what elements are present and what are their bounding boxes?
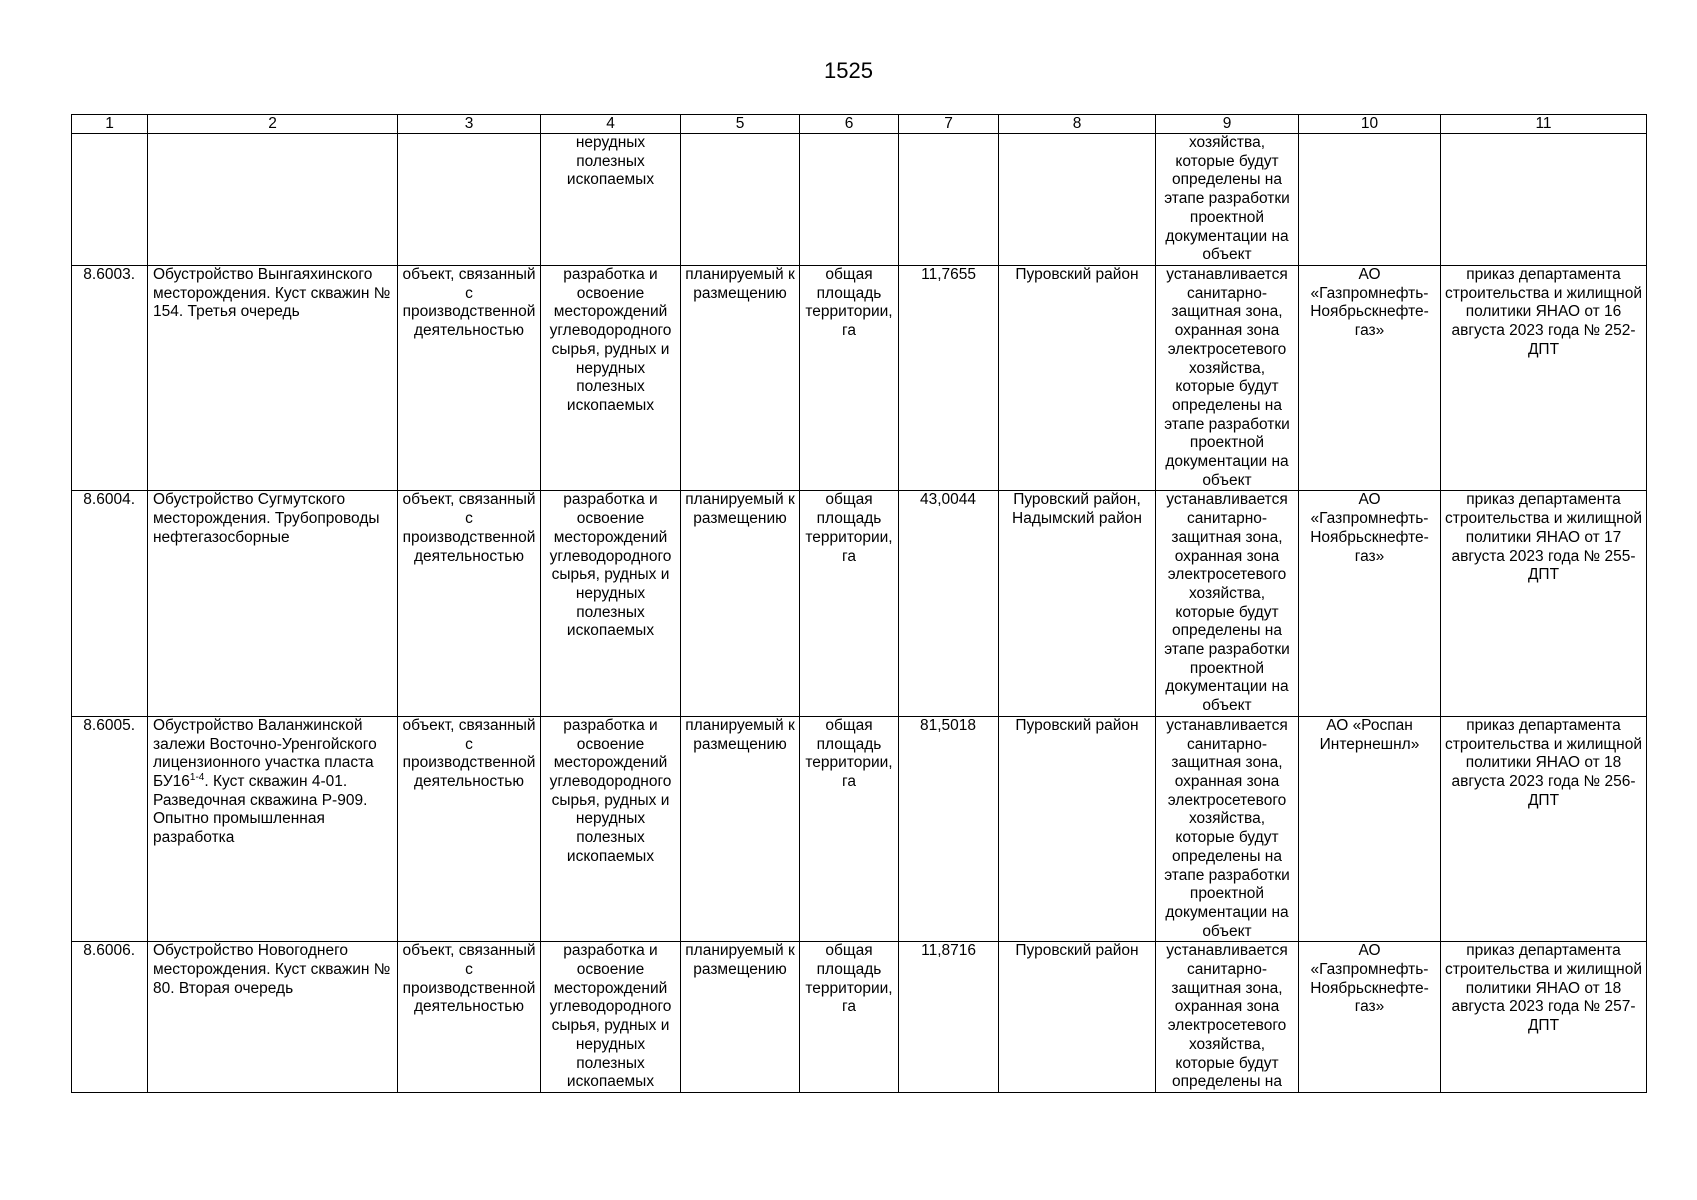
object-type: объект, связанный с производственной деятельностью bbox=[398, 491, 541, 716]
purpose-cell: разработка и освоение месторождений углеводородного сырья, рудных и нерудных полезных ископаемых bbox=[541, 266, 681, 491]
organization-cell: АО «Газпромнефть-Ноябрьскнефте-газ» bbox=[1299, 266, 1441, 491]
column-header: 9 bbox=[1156, 115, 1299, 134]
zones-cell: устанавливается санитарно-защитная зона, охранная зона электросетевого хозяйства, которые будут определены на этапе разработки проектной документации на объект bbox=[1156, 491, 1299, 716]
document-cell: приказ департамента строительства и жилищной политики ЯНАО от 18 августа 2023 года № 257-ДПТ bbox=[1441, 942, 1647, 1093]
location-cell: Пуровский район bbox=[999, 266, 1156, 491]
column-header: 11 bbox=[1441, 115, 1647, 134]
location-cell: Пуровский район, Надымский район bbox=[999, 491, 1156, 716]
empty-cell bbox=[398, 134, 541, 266]
column-header: 5 bbox=[681, 115, 800, 134]
object-type: объект, связанный с производственной деятельностью bbox=[398, 266, 541, 491]
object-type: объект, связанный с производственной деятельностью bbox=[398, 716, 541, 941]
object-name: Обустройство Новогоднего месторождения. Куст скважин № 80. Вторая очередь bbox=[148, 942, 398, 1093]
value-cell: 11,8716 bbox=[899, 942, 999, 1093]
table-row bbox=[72, 491, 1647, 716]
column-header: 7 bbox=[899, 115, 999, 134]
value-cell: 81,5018 bbox=[899, 716, 999, 941]
column-header: 10 bbox=[1299, 115, 1441, 134]
page-number: 1525 bbox=[824, 58, 873, 83]
row-number: 8.6006. bbox=[72, 942, 148, 1093]
column-header: 1 bbox=[72, 115, 148, 134]
purpose-cell: разработка и освоение месторождений углеводородного сырья, рудных и нерудных полезных ископаемых bbox=[541, 491, 681, 716]
parameter-cell: общая площадь территории, га bbox=[800, 716, 899, 941]
table-row bbox=[72, 942, 1647, 1093]
parameter-cell: общая площадь территории, га bbox=[800, 491, 899, 716]
header-row bbox=[72, 115, 1647, 134]
row-number: 8.6003. bbox=[72, 266, 148, 491]
document-cell: приказ департамента строительства и жилищной политики ЯНАО от 17 августа 2023 года № 255-ДПТ bbox=[1441, 491, 1647, 716]
parameter-cell: общая площадь территории, га bbox=[800, 942, 899, 1093]
zones-cell: устанавливается санитарно-защитная зона, охранная зона электросетевого хозяйства, которые будут определены на этапе разработки проектной документации на объект bbox=[1156, 716, 1299, 941]
continuation-row bbox=[72, 134, 1647, 266]
empty-cell bbox=[899, 134, 999, 266]
empty-cell bbox=[681, 134, 800, 266]
zones-cell: устанавливается санитарно-защитная зона, охранная зона электросетевого хозяйства, которые будут определены на bbox=[1156, 942, 1299, 1093]
document-cell: приказ департамента строительства и жилищной политики ЯНАО от 16 августа 2023 года № 252-ДПТ bbox=[1441, 266, 1647, 491]
table-row bbox=[72, 266, 1647, 491]
column-header: 3 bbox=[398, 115, 541, 134]
empty-cell bbox=[148, 134, 398, 266]
status-cell: планируемый к размещению bbox=[681, 942, 800, 1093]
location-cell: Пуровский район bbox=[999, 942, 1156, 1093]
object-name: Обустройство Сугмутского месторождения. Трубопроводы нефтегазосборные bbox=[148, 491, 398, 716]
column-header: 4 bbox=[541, 115, 681, 134]
organization-cell: АО «Роспан Интернешнл» bbox=[1299, 716, 1441, 941]
status-cell: планируемый к размещению bbox=[681, 266, 800, 491]
row-number: 8.6004. bbox=[72, 491, 148, 716]
object-type: объект, связанный с производственной деятельностью bbox=[398, 942, 541, 1093]
zones-cell: устанавливается санитарно-защитная зона, охранная зона электросетевого хозяйства, которые будут определены на этапе разработки проектной документации на объект bbox=[1156, 266, 1299, 491]
status-cell: планируемый к размещению bbox=[681, 716, 800, 941]
object-name: Обустройство Вынгаяхинского месторождения. Куст скважин № 154. Третья очередь bbox=[148, 266, 398, 491]
location-cell: Пуровский район bbox=[999, 716, 1156, 941]
purpose-cell: разработка и освоение месторождений углеводородного сырья, рудных и нерудных полезных ископаемых bbox=[541, 716, 681, 941]
column-header: 8 bbox=[999, 115, 1156, 134]
value-cell: 11,7655 bbox=[899, 266, 999, 491]
zones-cell: хозяйства, которые будут определены на этапе разработки проектной документации на объект bbox=[1156, 134, 1299, 266]
object-name-part: Обустройство Валанжинской залежи Восточно-Уренгойского лицензионного участка пласта БУ16 bbox=[153, 716, 377, 790]
register-table bbox=[71, 114, 1647, 1093]
document-cell: приказ департамента строительства и жилищной политики ЯНАО от 18 августа 2023 года № 256-ДПТ bbox=[1441, 716, 1647, 941]
column-header: 6 bbox=[800, 115, 899, 134]
purpose-cell: нерудных полезных ископаемых bbox=[541, 134, 681, 266]
empty-cell bbox=[800, 134, 899, 266]
row-number: 8.6005. bbox=[72, 716, 148, 941]
empty-cell bbox=[1441, 134, 1647, 266]
table-row bbox=[72, 716, 1647, 941]
empty-cell bbox=[999, 134, 1156, 266]
organization-cell: АО «Газпромнефть-Ноябрьскнефте-газ» bbox=[1299, 491, 1441, 716]
empty-cell bbox=[1299, 134, 1441, 266]
purpose-cell: разработка и освоение месторождений углеводородного сырья, рудных и нерудных полезных ископаемых bbox=[541, 942, 681, 1093]
column-header: 2 bbox=[148, 115, 398, 134]
object-name bbox=[148, 716, 398, 941]
superscript: 1-4 bbox=[189, 771, 205, 783]
empty-cell bbox=[72, 134, 148, 266]
parameter-cell: общая площадь территории, га bbox=[800, 266, 899, 491]
organization-cell: АО «Газпромнефть-Ноябрьскнефте-газ» bbox=[1299, 942, 1441, 1093]
object-name-part: . Куст скважин 4-01. Разведочная скважина Р-909. Опытно промышленная разработка bbox=[153, 772, 368, 847]
value-cell: 43,0044 bbox=[899, 491, 999, 716]
status-cell: планируемый к размещению bbox=[681, 491, 800, 716]
